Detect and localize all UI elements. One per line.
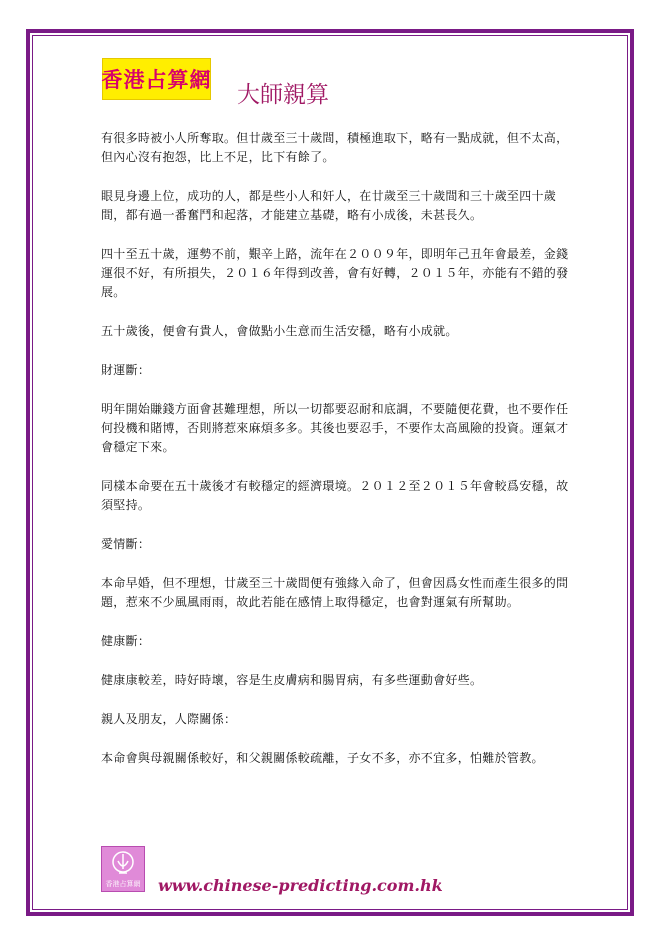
paragraph: 健康康較差，時好時壞，容是生皮膚病和腸胃病，有多些運動會好些。 [101,673,483,687]
paragraph: 眼見身邊上位，成功的人，都是些小人和奸人，在廿歲至三十歲間和三十歲至四十歲間，都有過一番奮鬥和起落，才能建立基礎，略有小成後，未甚長久。 [101,189,557,222]
paragraph: 有很多時被小人所奪取。但廿歲至三十歲間，積極進取下，略有一點成就，但不太高，但內心沒有抱怨，比上不足，比下有餘了。 [101,131,569,164]
site-logo [102,58,211,100]
logo-text: 香港占算網 [101,67,212,92]
paragraph: 同樣本命要在五十歲後才有較穩定的經濟環境。２０１２至２０１５年會較爲安穩，故須堅持。 [101,479,569,512]
lotus-icon [108,849,138,879]
footer-logo-text: 香港占算網 [105,880,141,888]
paragraph: 明年開始賺錢方面會甚難理想，所以一切都要忍耐和底調，不要隨便花費，也不要作任何投機和賭博，否則將惹來麻煩多多。其後也要忍手，不要作太高風險的投資。運氣才會穩定下來。 [101,402,569,454]
paragraph: 本命會與母親關係較好，和父親關係較疏離，子女不多，亦不宜多，怕難於管教。 [101,751,544,765]
section-heading-health: 健康斷： [101,634,151,648]
website-link[interactable]: www.chinese-predicting.com.hk [158,876,443,895]
paragraph: 五十歲後，便會有貴人，會做點小生意而生活安穩，略有小成就。 [101,324,458,338]
reading-content [101,129,571,788]
section-heading-wealth: 財運斷： [101,363,151,377]
footer-logo [101,846,145,892]
page-title: 大師親算 [237,82,329,108]
section-heading-love: 愛情斷： [101,537,151,551]
section-heading-relations: 親人及朋友，人際關係： [101,712,237,726]
paragraph: 四十至五十歲，運勢不前，艱辛上路，流年在２００９年，即明年己丑年會最差，金錢運很不好，有所損失，２０１６年得到改善，會有好轉，２０１５年，亦能有不錯的發展。 [101,247,569,299]
paragraph: 本命早婚，但不理想，廿歲至三十歲間便有強緣入命了，但會因爲女性而產生很多的問題，惹來不少風風雨雨，故此若能在感情上取得穩定，也會對運氣有所幫助。 [101,576,569,609]
